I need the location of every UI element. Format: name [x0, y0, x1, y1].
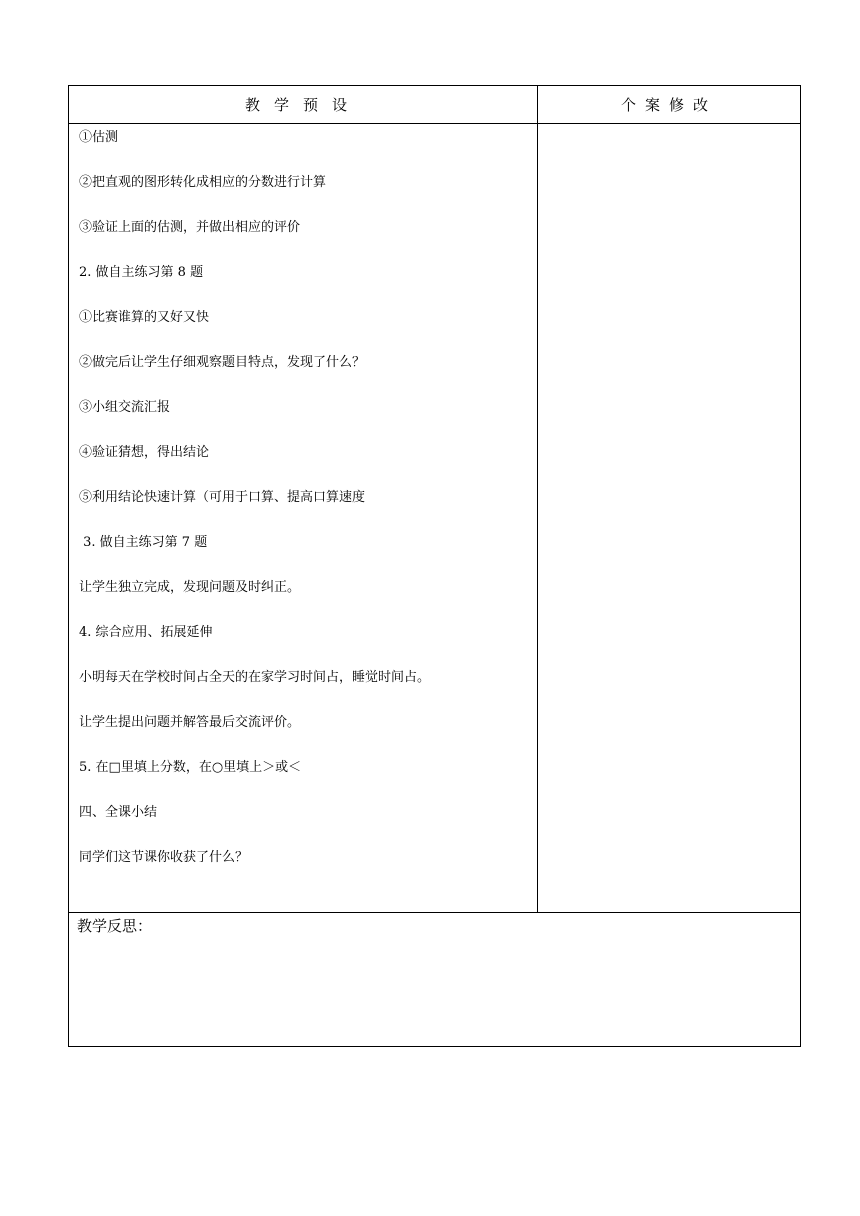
header-teaching-plan: 教学预设: [69, 86, 538, 123]
plan-line: 小明每天在学校时间占全天的在家学习时间占，睡觉时间占。: [79, 670, 431, 685]
plan-line: 4. 综合应用、拓展延伸: [79, 625, 213, 640]
plan-line: ①比赛谁算的又好又快: [79, 310, 210, 325]
reflection-label: 教学反思：: [77, 917, 153, 935]
header-case-revision: 个案修改: [620, 96, 717, 114]
plan-line: 5. 在□里填上分数，在○里填上＞或＜: [79, 760, 302, 775]
plan-line: 四、全课小结: [79, 805, 158, 820]
plan-line: 3. 做自主练习第 7 题: [79, 535, 208, 550]
table-body-row: [69, 124, 800, 913]
plan-line: ③小组交流汇报: [79, 400, 171, 415]
plan-line: ②做完后让学生仔细观察题目特点，发现了什么？: [79, 355, 366, 370]
plan-line: ②把直观的图形转化成相应的分数进行计算: [79, 175, 327, 190]
plan-line: 让学生提出问题并解答最后交流评价。: [79, 715, 301, 730]
lesson-plan-table: [68, 85, 801, 1047]
plan-line: 让学生独立完成，发现问题及时纠正。: [79, 580, 301, 595]
plan-line: ④验证猜想，得出结论: [79, 445, 210, 460]
teaching-plan-cell: [69, 124, 538, 912]
plan-line: ①估测: [79, 130, 119, 145]
table-header-row: [69, 86, 800, 124]
teaching-reflection-cell: [69, 913, 800, 1046]
plan-line: 同学们这节课你收获了什么？: [79, 850, 249, 865]
plan-line: ⑤利用结论快速计算（可用于口算、提高口算速度: [79, 490, 366, 505]
plan-line: 2. 做自主练习第 8 题: [79, 265, 204, 280]
case-revision-cell: [538, 124, 800, 912]
plan-line: ③验证上面的估测，并做出相应的评价: [79, 220, 301, 235]
